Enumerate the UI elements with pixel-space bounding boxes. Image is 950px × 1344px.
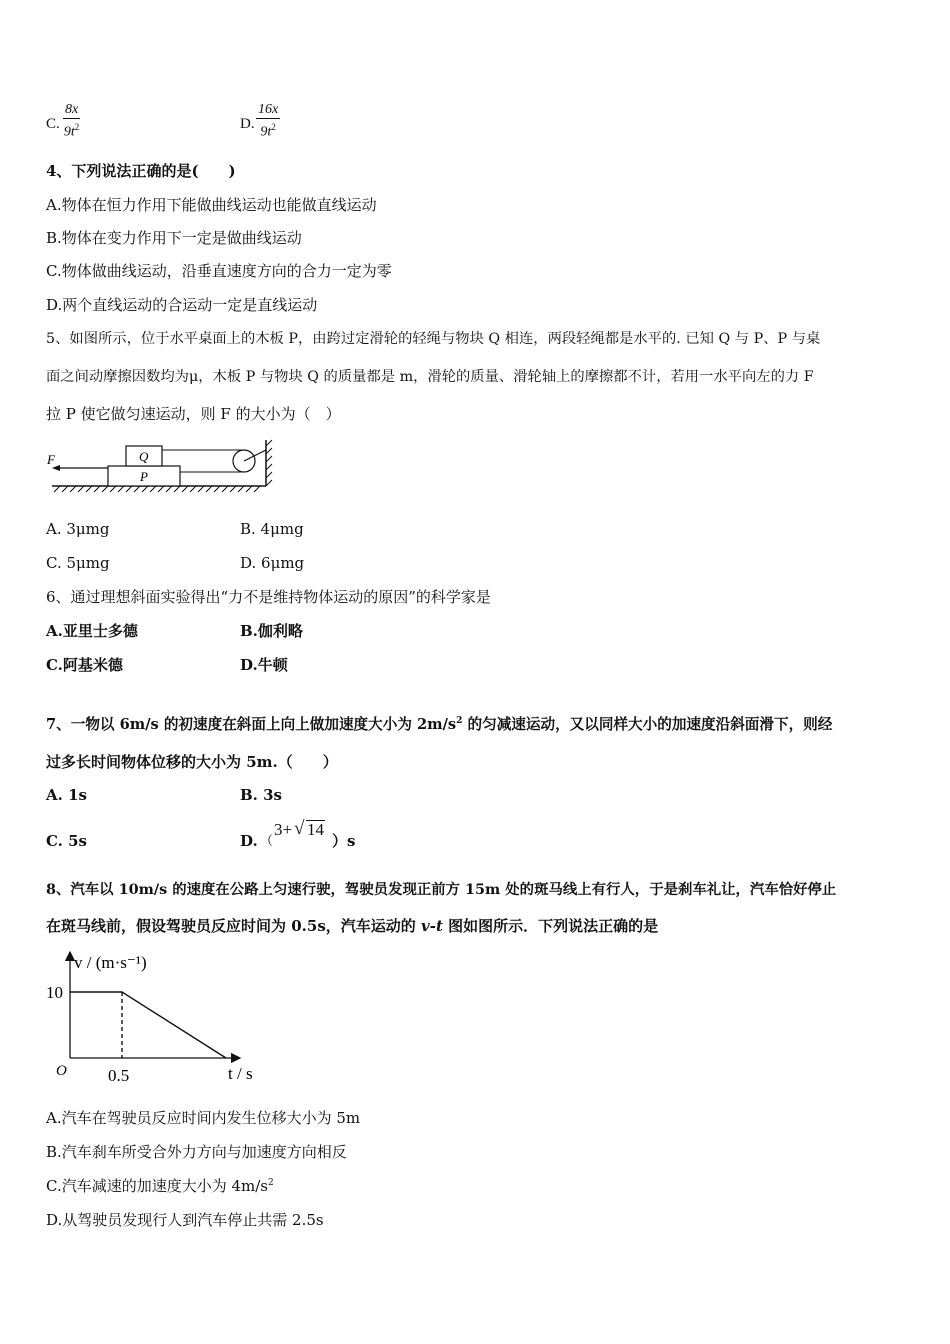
origin-label: O [56, 1063, 67, 1079]
q8-option-d: D.从驾驶员发现行人到汽车停止共需 2.5s [46, 1211, 324, 1229]
q7-option-d-label: D. [240, 832, 258, 850]
q7-stem-exponent: 2 [456, 716, 463, 727]
q3-option-d-denominator: 9t [260, 124, 272, 140]
q3-option-c-numerator: 8x [65, 102, 79, 117]
q7-option-d-open-paren: （ [260, 834, 274, 849]
q8-option-c-text: C.汽车减速的加速度大小为 4m/s [46, 1177, 268, 1195]
q5-stem-line-1: 5、如图所示，位于水平桌面上的木板 P，由跨过定滑轮的轻绳与物块 Q 相连，两段轻绳都是水平的. 已知 Q 与 P、P 与桌 [46, 331, 821, 347]
q5-fig-force-label: F [47, 452, 55, 467]
q3-option-c-fraction [63, 101, 80, 141]
q6-stem: 6、通过理想斜面实验得出“力不是维持物体运动的原因”的科学家是 [46, 588, 491, 606]
q5-fig-p-label: P [140, 469, 148, 484]
q7-option-d-radicand: 14 [307, 820, 324, 839]
x-tick-label: 0.5 [108, 1066, 130, 1085]
q6-option-b: B.伽利略 [240, 622, 303, 640]
q7-stem-line-2: 过多长时间物体位移的大小为 5m.（ ） [46, 753, 338, 771]
q5-pulley-figure [44, 436, 284, 496]
q8-stem-line-2-post: 图如图所示．下列说法正确的是 [442, 917, 659, 935]
q5-option-c: C. 5μmg [46, 554, 110, 572]
x-axis-label: t / s [228, 1064, 253, 1083]
q8-stem-line-2-pre: 在斑马线前，假设驾驶员反应时间为 0.5s，汽车运动的 [46, 917, 421, 935]
q3-option-c-label: C. [46, 116, 60, 132]
q8-stem-line-2 [46, 915, 658, 936]
q7-option-b: B. 3s [240, 786, 283, 804]
q4-option-c: C.物体做曲线运动，沿垂直速度方向的合力一定为零 [46, 262, 392, 280]
q7-stem-line-1-pre: 7、一物以 6m/s 的初速度在斜面上向上做加速度大小为 2m/s [46, 716, 457, 733]
q4-option-d: D.两个直线运动的合运动一定是直线运动 [46, 296, 318, 314]
q7-option-d-expr: 3+ [274, 820, 293, 839]
sqrt-icon: √ [294, 818, 305, 839]
q3-option-d-fraction [256, 101, 280, 141]
q7-stem-line-1 [46, 713, 832, 734]
y-axis-label: v / (m·s⁻¹) [74, 953, 147, 972]
q3-option-d-label: D. [240, 116, 255, 132]
q3-den-exponent-d: 2 [271, 122, 276, 132]
q7-option-d-close: ）s [332, 832, 356, 850]
q6-option-d: D.牛顿 [240, 656, 288, 674]
q8-stem-vt: v-t [421, 917, 443, 935]
q8-option-c-exponent: 2 [268, 1178, 274, 1188]
q5-option-a: A. 3μmg [46, 520, 110, 538]
q5-fig-q-label: Q [139, 449, 149, 464]
y-tick-label: 10 [46, 983, 63, 1002]
q6-option-a: A.亚里士多德 [46, 622, 138, 640]
q5-stem-line-2: 面之间动摩擦因数均为μ，木板 P 与物块 Q 的质量都是 m，滑轮的质量、滑轮轴上的摩擦都不计，若用一水平向左的力 F [46, 369, 814, 385]
q7-stem-line-1-post: 的匀减速运动，又以同样大小的加速度沿斜面滑下，则经 [462, 716, 833, 733]
q5-option-b: B. 4μmg [240, 520, 304, 538]
q7-option-a: A. 1s [46, 786, 87, 804]
q8-option-b: B.汽车刹车所受合外力方向与加速度方向相反 [46, 1143, 347, 1161]
q8-option-a: A.汽车在驾驶员反应时间内发生位移大小为 5m [46, 1109, 361, 1127]
q8-stem-line-1: 8、汽车以 10m/s 的速度在公路上匀速行驶，驾驶员发现正前方 15m 处的斑马线上有行人，于是刹车礼让，汽车恰好停止 [46, 881, 837, 898]
q4-option-a: A.物体在恒力作用下能做曲线运动也能做直线运动 [46, 196, 377, 214]
q3-den-exponent: 2 [74, 122, 80, 132]
q3-option-c-denominator: 9t [63, 124, 75, 140]
q8-option-c [46, 1175, 274, 1196]
q4-stem: 4、下列说法正确的是( ) [46, 162, 236, 180]
q5-option-d: D. 6μmg [240, 554, 305, 572]
vt-series-line [70, 992, 226, 1058]
q5-stem-line-3: 拉 P 使它做匀速运动，则 F 的大小为（ ） [46, 405, 341, 423]
q8-vt-chart [44, 944, 284, 1090]
q6-option-c: C.阿基米德 [46, 656, 123, 674]
q3-option-d-numerator: 16x [258, 102, 279, 117]
q7-option-c: C. 5s [46, 832, 88, 850]
q4-option-b: B.物体在变力作用下一定是做曲线运动 [46, 229, 302, 247]
